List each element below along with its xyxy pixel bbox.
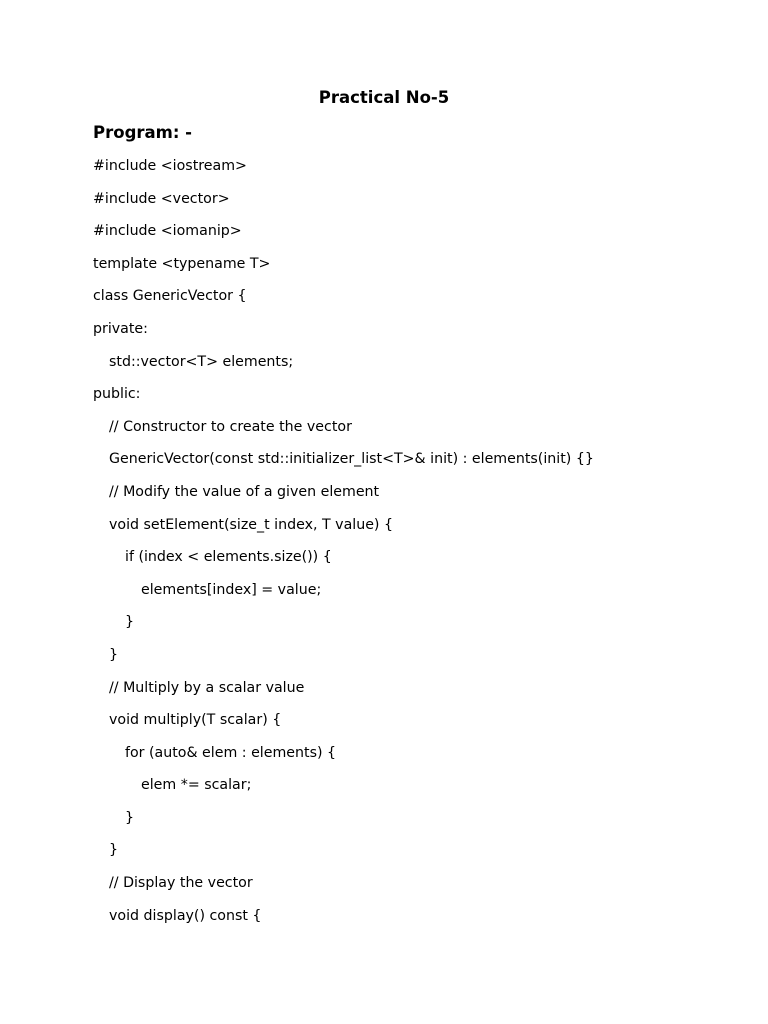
code-line: template <typename T> xyxy=(93,255,271,272)
code-line: #include <iomanip> xyxy=(93,223,242,240)
code-line: std::vector<T> elements; xyxy=(109,353,294,370)
code-line: void multiply(T scalar) { xyxy=(109,712,282,729)
code-line: private: xyxy=(93,320,148,337)
code-listing xyxy=(93,154,733,936)
code-line: for (auto& elem : elements) { xyxy=(125,744,337,761)
code-line: } xyxy=(109,842,119,859)
code-line: // Modify the value of a given element xyxy=(109,483,380,500)
code-line: class GenericVector { xyxy=(93,288,247,305)
code-line: elem *= scalar; xyxy=(141,777,252,794)
code-line: } xyxy=(125,614,135,631)
code-line: #include <vector> xyxy=(93,190,230,207)
code-line: } xyxy=(109,646,119,663)
code-line: void setElement(size_t index, T value) { xyxy=(109,516,393,533)
code-line: public: xyxy=(93,386,141,403)
code-line: GenericVector(const std::initializer_list<T>& init) : elements(init) {} xyxy=(109,451,594,468)
code-line: // Multiply by a scalar value xyxy=(109,679,305,696)
code-line: // Display the vector xyxy=(109,875,253,892)
code-line: // Constructor to create the vector xyxy=(109,418,352,435)
code-line: if (index < elements.size()) { xyxy=(125,549,332,566)
program-heading: Program: - xyxy=(93,123,193,142)
code-line: } xyxy=(125,809,135,826)
code-line: #include <iostream> xyxy=(93,158,247,174)
page-title: Practical No-5 xyxy=(318,88,450,107)
code-line: elements[index] = value; xyxy=(141,581,322,598)
code-line: void display() const { xyxy=(109,907,262,924)
